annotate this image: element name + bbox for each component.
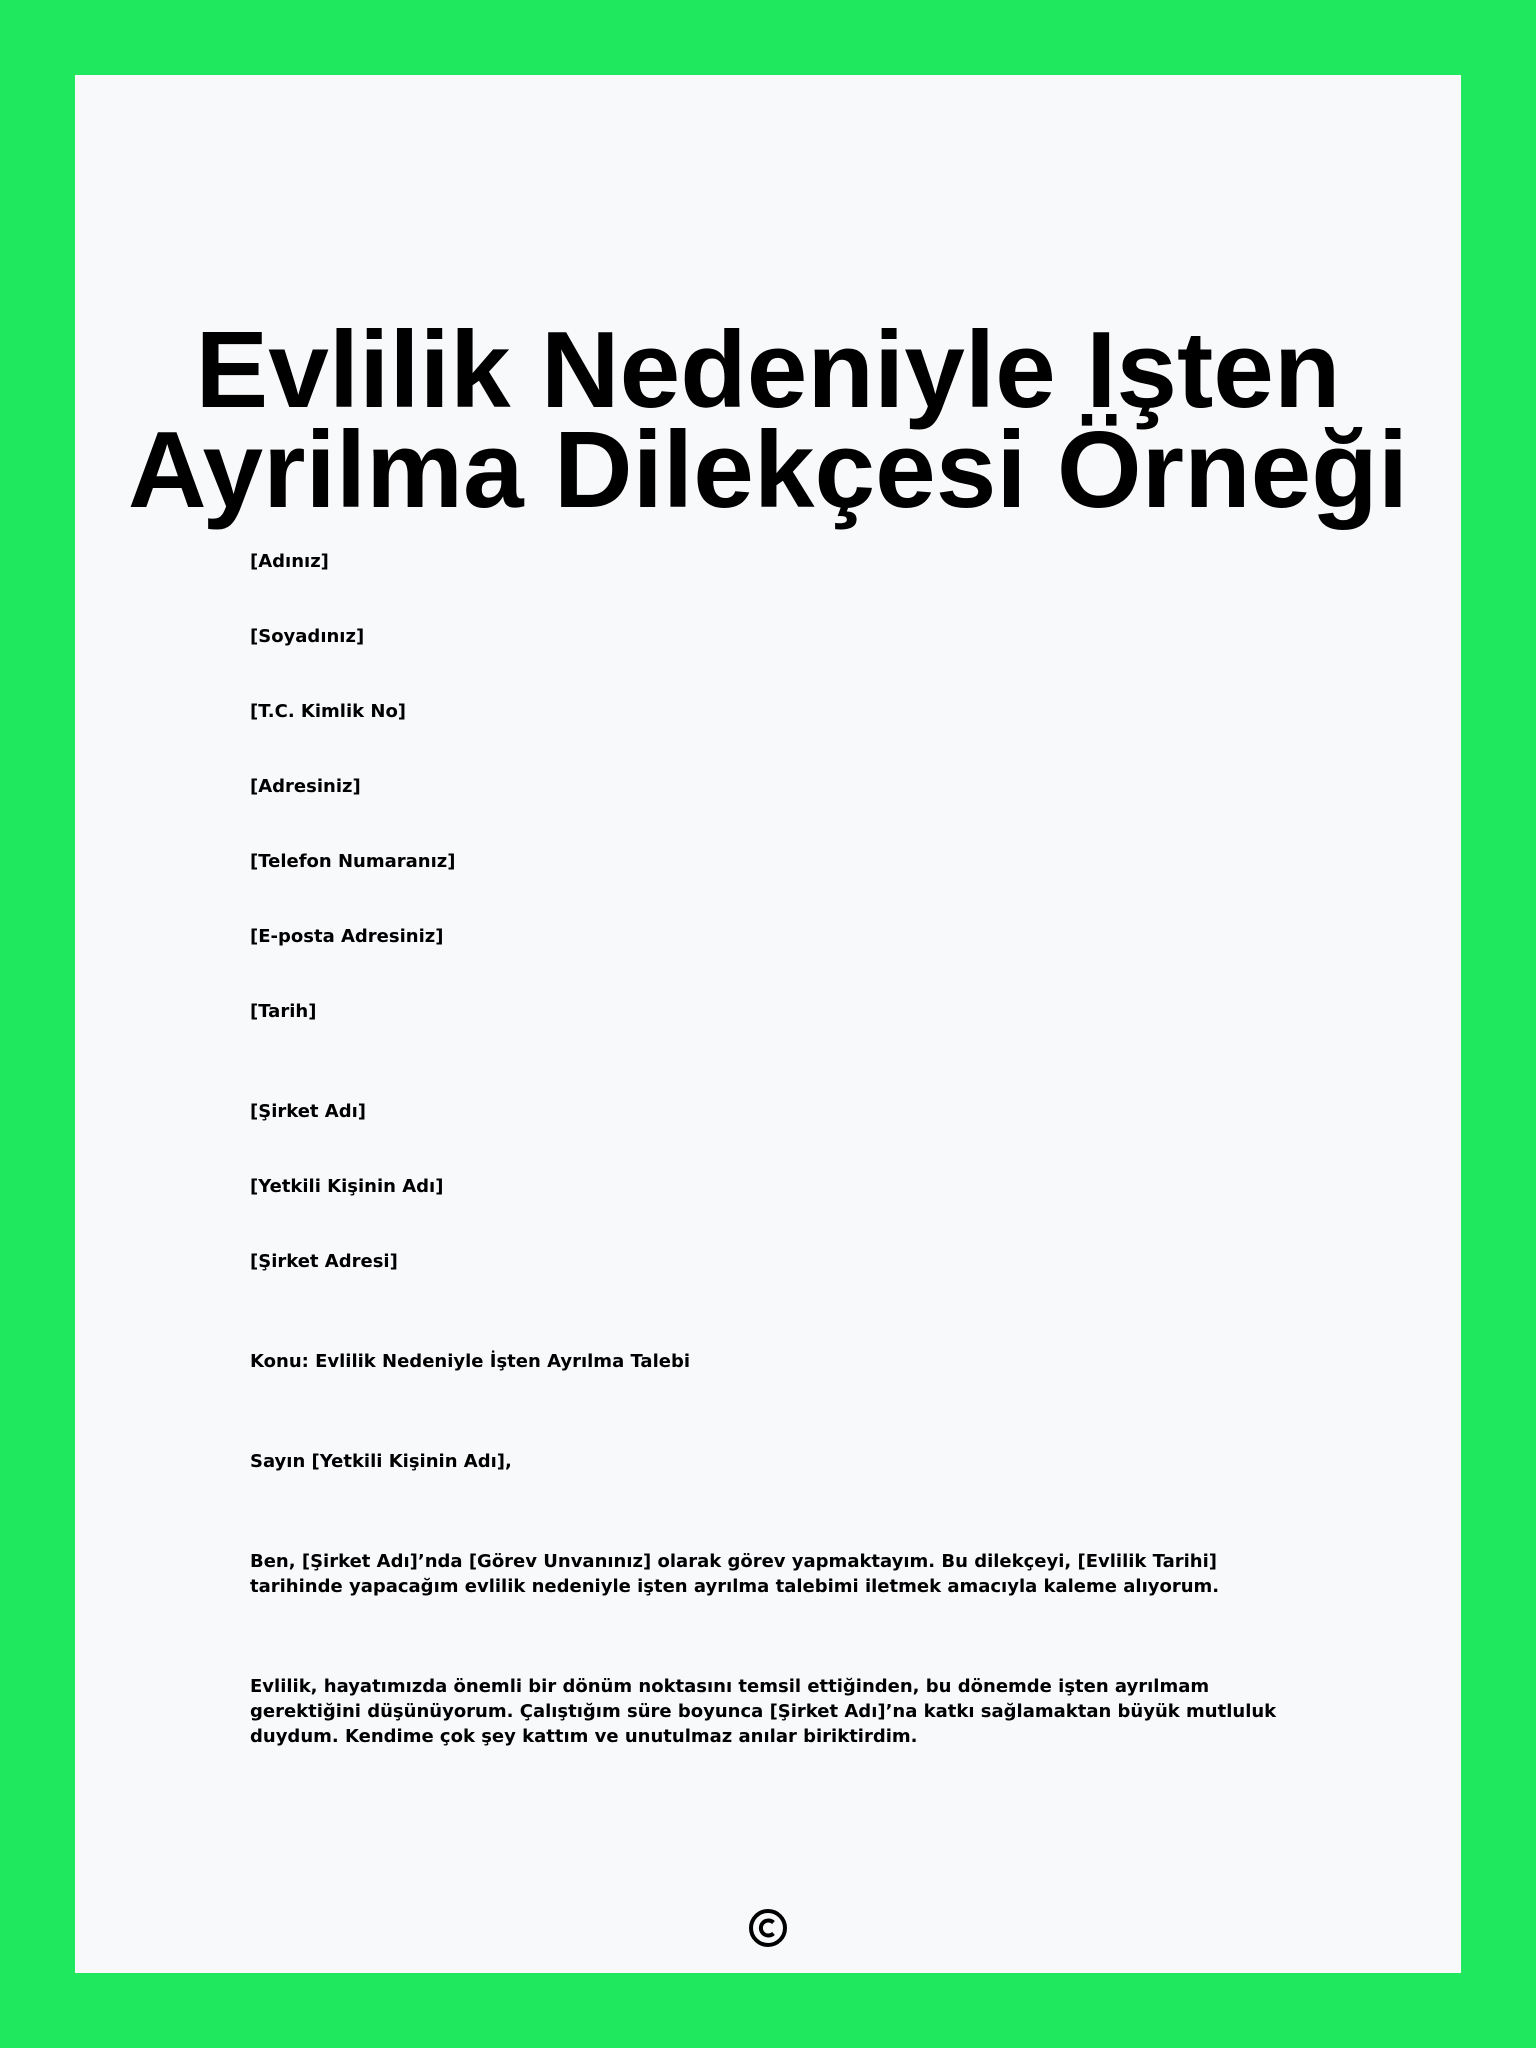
sender-date: [Tarih] bbox=[250, 1001, 317, 1022]
salutation: Sayın [Yetkili Kişinin Adı], bbox=[250, 1451, 512, 1472]
sender-phone: [Telefon Numaranız] bbox=[250, 851, 456, 872]
subject-line: Konu: Evlilik Nedeniyle İşten Ayrılma Talebi bbox=[250, 1351, 691, 1372]
recipient-company-address: [Şirket Adresi] bbox=[250, 1251, 398, 1272]
document-title bbox=[75, 309, 1461, 531]
sender-name: [Adınız] bbox=[250, 551, 329, 572]
document-page bbox=[75, 75, 1461, 1973]
recipient-authorized-person: [Yetkili Kişinin Adı] bbox=[250, 1176, 444, 1197]
body-paragraph-2: Evlilik, hayatımızda önemli bir dönüm noktasını temsil ettiğinden, bu dönemde işten ayrılmam gerektiğini düşünüyorum. Çalıştığım süre boyunca [Şirket Adı]’na katkı sağlamaktan büyük mutluluk duydum. Kendime çok şey kattım ve unutulmaz anılar biriktirdim. bbox=[250, 1676, 1277, 1747]
body-paragraph-1: Ben, [Şirket Adı]’nda [Görev Unvanınız] olarak görev yapmaktayım. Bu dilekçeyi, [Evlilik Tarihi] tarihinde yapacağım evlilik nedeniyle işten ayrılma talebimi iletmek amacıyla kaleme alıyorum. bbox=[250, 1551, 1220, 1597]
title-line-1: Evlilik Nedeniyle Işten bbox=[195, 309, 1341, 431]
recipient-company-name: [Şirket Adı] bbox=[250, 1101, 367, 1122]
copyright-icon bbox=[745, 1905, 791, 1951]
sender-surname: [Soyadınız] bbox=[250, 626, 365, 647]
sender-id-number: [T.C. Kimlik No] bbox=[250, 701, 407, 722]
sender-email: [E-posta Adresiniz] bbox=[250, 926, 444, 947]
sender-address: [Adresiniz] bbox=[250, 776, 361, 797]
title-line-2: Ayrilma Dilekçesi Örneği bbox=[127, 409, 1409, 531]
